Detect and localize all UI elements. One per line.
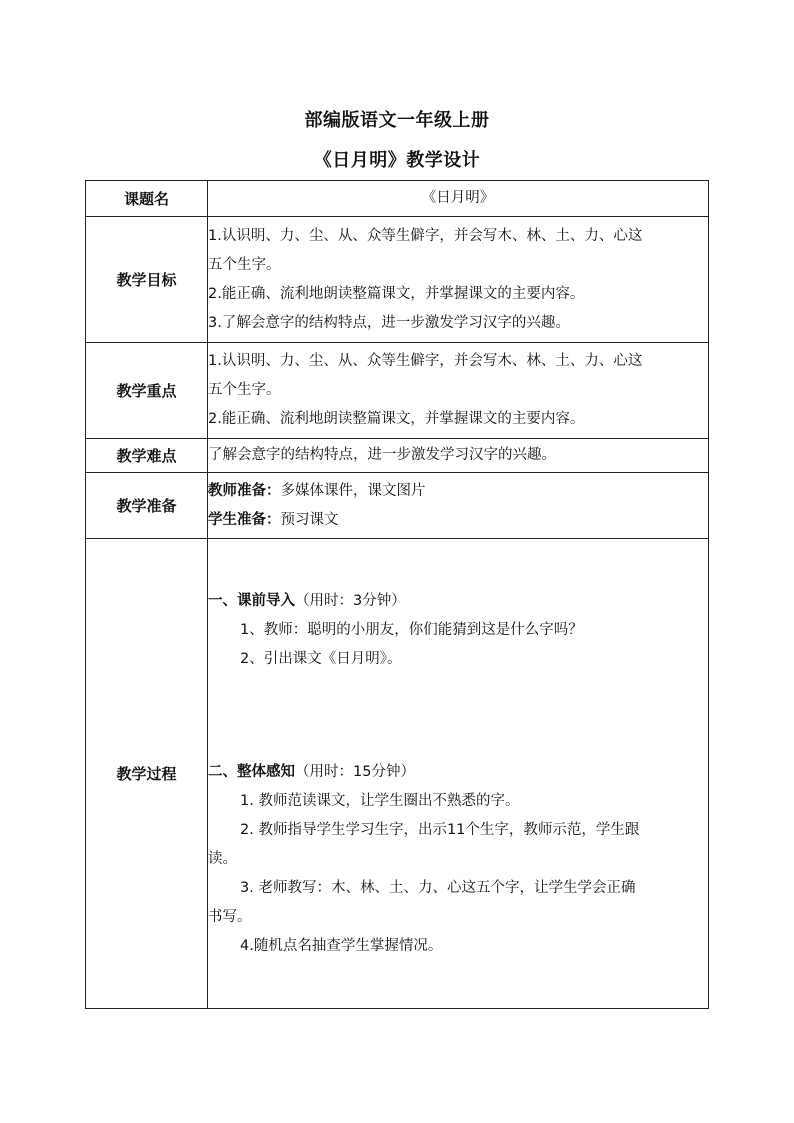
lesson-plan-table (85, 180, 709, 1009)
process-section-1 (208, 587, 708, 616)
row-goals (86, 217, 709, 343)
row-process (86, 539, 709, 1009)
process-step-continued: 书写。 (208, 908, 252, 925)
student-prep (208, 506, 708, 535)
process-step: 1、教师：聪明的小朋友，你们能猜到这是什么字吗？ (240, 621, 583, 638)
label-preparation: 教学准备 (86, 473, 208, 539)
goal-line: 3.了解会意字的结构特点，进一步激发学习汉字的兴趣。 (208, 314, 570, 331)
value-topic: 《日月明》 (208, 181, 709, 217)
process-section-2 (208, 758, 708, 787)
process-step-continued: 读。 (208, 850, 237, 867)
process-step: 2. 教师指导学生学习生字，出示11个生字，教师示范，学生跟 (240, 821, 640, 838)
process-step: 3. 老师教写：木、林、土、力、心这五个字，让学生学会正确 (240, 879, 636, 896)
value-key-points (208, 343, 709, 439)
process-step: 1. 教师范读课文，让学生圈出不熟悉的字。 (240, 792, 520, 809)
label-key-points: 教学重点 (86, 343, 208, 439)
teacher-prep (208, 477, 708, 506)
label-goals: 教学目标 (86, 217, 208, 343)
process-step: 4.随机点名抽查学生掌握情况。 (240, 937, 443, 954)
row-difficulty (86, 439, 709, 473)
value-goals (208, 217, 709, 343)
section2-title: 二、整体感知 (208, 763, 295, 780)
goal-line: 2.能正确、流利地朗读整篇课文，并掌握课文的主要内容。 (208, 285, 585, 302)
section2-time: （用时：15分钟） (295, 763, 415, 780)
key-point-line: 2.能正确、流利地朗读整篇课文，并掌握课文的主要内容。 (208, 411, 585, 427)
document-subtitle: 《日月明》教学设计 (313, 150, 481, 171)
key-point-line: 1.认识明、力、尘、从、众等生僻字，并会写木、林、土、力、心这 (208, 353, 643, 369)
process-step: 2、引出课文《日月明》。 (240, 650, 402, 667)
row-key-points (86, 343, 709, 439)
label-process: 教学过程 (86, 539, 208, 1009)
section1-time: （用时：3分钟） (295, 592, 406, 609)
label-topic: 课题名 (86, 181, 208, 217)
spacer (208, 674, 708, 758)
student-prep-label: 学生准备： (208, 511, 281, 528)
key-point-line: 五个生字。 (208, 382, 281, 398)
value-preparation (208, 473, 709, 539)
section1-title: 一、课前导入 (208, 592, 295, 609)
value-difficulty: 了解会意字的结构特点，进一步激发学习汉字的兴趣。 (208, 439, 709, 473)
student-prep-value: 预习课文 (280, 511, 339, 528)
goal-line: 1.认识明、力、尘、从、众等生僻字，并会写木、林、土、力、心这 (208, 227, 643, 244)
document-title: 部编版语文一年级上册 (304, 110, 490, 131)
row-topic (86, 181, 709, 217)
row-preparation (86, 473, 709, 539)
label-difficulty: 教学难点 (86, 439, 208, 473)
teacher-prep-label: 教师准备： (208, 482, 281, 499)
value-process (208, 539, 709, 1009)
goal-line: 五个生字。 (208, 256, 281, 273)
teacher-prep-value: 多媒体课件，课文图片 (280, 482, 426, 499)
